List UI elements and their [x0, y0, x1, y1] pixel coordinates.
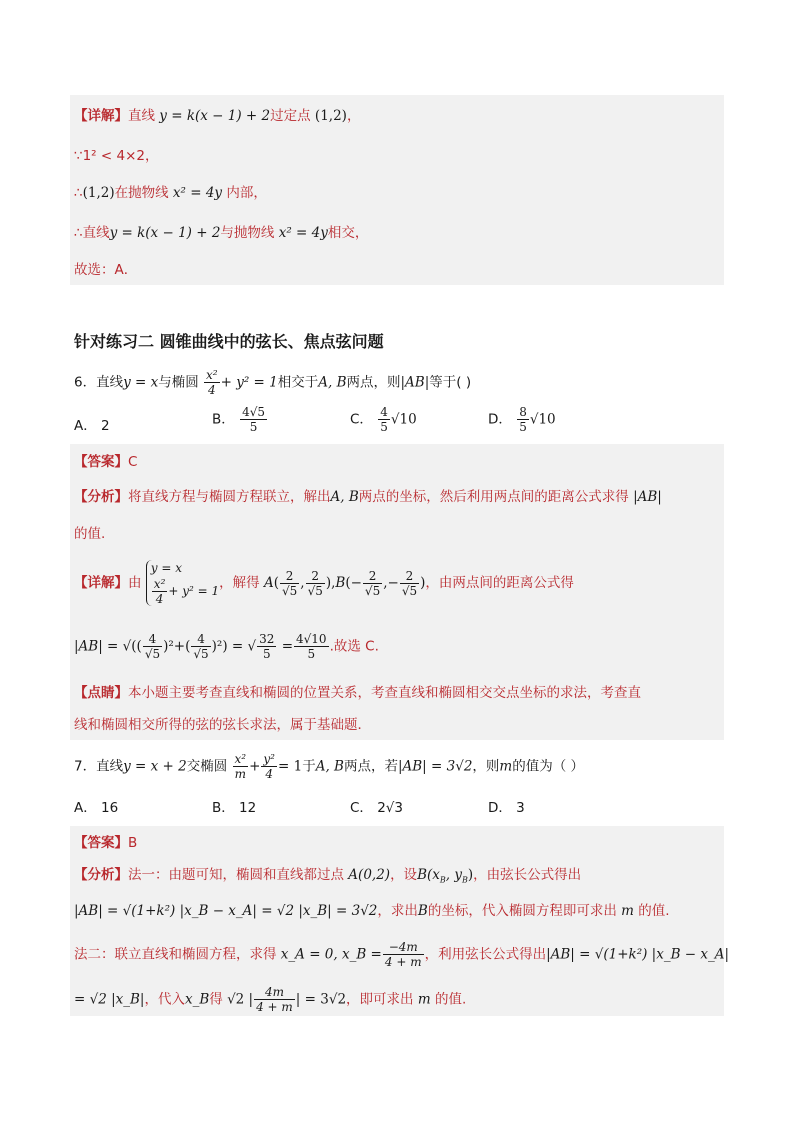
- q6-analysis: 【分析】将直线方程与椭圆方程联立，解出A, B两点的坐标，然后利用两点间的距离公式求得 |AB|: [74, 489, 662, 505]
- detail-line-1: 【详解】直线 y = k(x − 1) + 2过定点 (1,2)，: [74, 108, 361, 124]
- q7-answer: 【答案】B: [74, 835, 138, 851]
- equation-system: y = x $\frac{\text{x²}}{4}$ + y² = 1: [146, 560, 219, 606]
- q6-option-c: C． $\frac{4}{5}$ √10: [350, 405, 417, 434]
- detail-line-5: 故选：A．: [74, 262, 138, 278]
- q6-answer: 【答案】C: [74, 454, 138, 470]
- q7-option-d: D． 3: [488, 800, 525, 816]
- q6-option-a: A． 2: [74, 418, 110, 434]
- q6-option-d: D． $\frac{8}{5}$ √10: [488, 405, 556, 434]
- q7-analysis-4: = √2 |x_B|，代入x_B得 √2 | $\frac{4m}{4 + m}$ | = 3√2，即可求出 m 的值.: [74, 985, 467, 1014]
- q6-detail: 【详解】由 y = x $\frac{\text{x²}}{4}$ + y² = 1 ，解得 A( $\frac{2}{√5}$ , $\frac{2}{√5}$ ),B(− $\frac{2}{√5}$ ,− $\frac{2}{√5}$ )，由两点间的距离公式得: [74, 561, 574, 606]
- q6-comment: 【点睛】本小题主要考查直线和椭圆的位置关系，考查直线和椭圆相交交点坐标的求法，考查直: [74, 685, 641, 701]
- detail-line-4: ∴直线y = k(x − 1) + 2与抛物线 x² = 4y相交，: [74, 225, 369, 241]
- q7-analysis-1: 【分析】法一：由题可知，椭圆和直线都过点 A(0,2)，设$B(x_B$, $y_B$)，由弦长公式得出: [74, 867, 582, 885]
- section-title: 针对练习二 圆锥曲线中的弦长、焦点弦问题: [74, 332, 384, 351]
- q6-option-b: B． $\frac{4√5}{5}$: [212, 405, 265, 434]
- q7-option-a: A． 16: [74, 800, 119, 816]
- detail-tag: 【详解】: [74, 108, 128, 124]
- q7-option-c: C． 2√3: [350, 800, 403, 816]
- q6-comment-2: 线和椭圆相交所得的弦的弦长求法，属于基础题．: [74, 717, 371, 733]
- q6-stem: 6．直线y = x与椭圆 $\frac{\text{x²}}{4}$ + y² = 1相交于A, B两点，则|AB|等于( ): [74, 368, 472, 397]
- q7-stem: 7．直线y = x + 2交椭圆 $\frac{\text{x²}}{m}$ + $\frac{\text{y²}}{4}$ = 1于A, B两点，若|AB| = 3√2，则m的值为（ ）: [74, 752, 585, 781]
- q7-analysis-3: 法二：联立直线和椭圆方程，求得 x_A = 0, x_B = $\frac{-4m}{4 + m}$ ，利用弦长公式得出|AB| = √(1+k²) |x_B − x_A|: [74, 940, 730, 969]
- detail-line-3: ∴(1,2)在抛物线 x² = 4y 内部，: [74, 185, 267, 201]
- q7-option-b: B． 12: [212, 800, 257, 816]
- q6-analysis-2: 的值.: [74, 526, 106, 542]
- detail-line-2: ∵1² < 4×2，: [74, 148, 159, 164]
- q6-distance-formula: |AB| = √(( $\frac{4}{√5}$ )²+( $\frac{4}{√5}$ )²) = √ $\frac{32}{5}$ = $\frac{4√10}{5}$ .故选 C.: [74, 632, 379, 661]
- q7-analysis-2: |AB| = √(1+k²) |x_B − x_A| = √2 |x_B| = 3√2，求出B的坐标，代入椭圆方程即可求出 m 的值.: [74, 903, 670, 919]
